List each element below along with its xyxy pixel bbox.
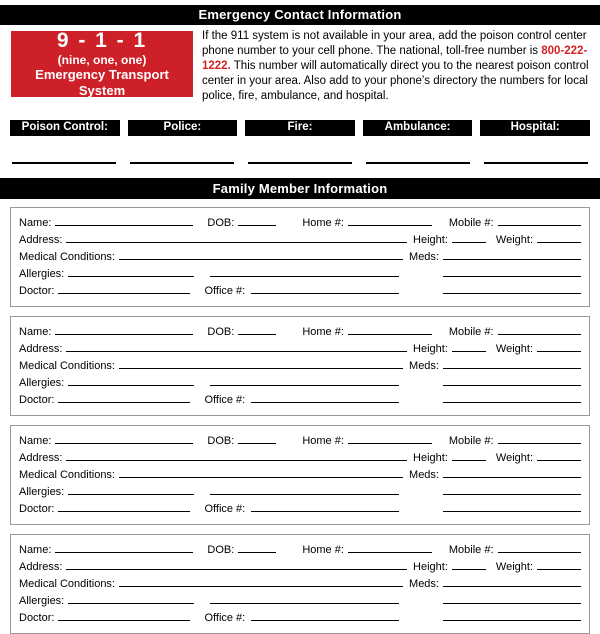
- weight-label: Weight:: [495, 234, 533, 246]
- allergies-continuation-line: [210, 591, 399, 604]
- doctor-blank-line: [58, 499, 190, 512]
- fire-label: Fire:: [245, 120, 355, 136]
- member-row-medical: [19, 356, 581, 373]
- family-member-block: [10, 425, 590, 525]
- fire-blank-line: [248, 162, 352, 164]
- home-phone-blank-line: [348, 322, 432, 335]
- name-blank-line: [55, 213, 193, 226]
- address-blank-line: [66, 448, 407, 461]
- emergency-contact-header: [0, 5, 600, 25]
- office-phone-blank-line: [251, 608, 399, 621]
- address-label: Address:: [19, 452, 63, 464]
- doctor-blank-line: [58, 608, 190, 621]
- member-row-address: [19, 339, 581, 356]
- doctor-label: Doctor:: [19, 285, 55, 297]
- dob-blank-line: [238, 322, 276, 335]
- intro-text-before: If the 911 system is not available in your area, add the poison control center phone number to your cell phone. The national, toll-free number is: [202, 30, 587, 57]
- police-label: Police:: [128, 120, 238, 136]
- mobile-phone-label: Mobile #:: [448, 544, 494, 556]
- member-row-doctor: [19, 281, 581, 298]
- home-phone-blank-line: [348, 213, 432, 226]
- family-members: [10, 207, 590, 634]
- medical-conditions-label: Medical Conditions:: [19, 360, 115, 372]
- medical-conditions-label: Medical Conditions:: [19, 469, 115, 481]
- name-blank-line: [55, 322, 193, 335]
- meds-label: Meds:: [409, 251, 439, 263]
- address-label: Address:: [19, 234, 63, 246]
- dob-label: DOB:: [207, 544, 235, 556]
- medical-conditions-blank-line: [119, 247, 403, 260]
- member-row-allergies: [19, 591, 581, 608]
- allergies-blank-line: [68, 373, 194, 386]
- allergies-label: Allergies:: [19, 486, 65, 498]
- medical-conditions-blank-line: [119, 356, 403, 369]
- weight-blank-line: [537, 557, 581, 570]
- allergies-blank-line: [68, 591, 194, 604]
- member-row-name: [19, 540, 581, 557]
- member-row-doctor: [19, 499, 581, 516]
- family-member-header-title: Family Member Information: [212, 181, 388, 196]
- member-row-name: [19, 431, 581, 448]
- emergency-contact-labels-row: [10, 120, 590, 136]
- member-row-allergies: [19, 373, 581, 390]
- member-row-doctor: [19, 608, 581, 625]
- home-phone-label: Home #:: [302, 217, 344, 229]
- emergency-contact-header-title: Emergency Contact Information: [198, 7, 402, 22]
- intro-paragraph: [202, 29, 590, 104]
- office-phone-blank-line: [251, 390, 399, 403]
- dob-label: DOB:: [207, 326, 235, 338]
- dob-blank-line: [238, 431, 276, 444]
- member-row-medical: [19, 465, 581, 482]
- allergies-continuation-line: [210, 482, 399, 495]
- height-blank-line: [452, 557, 486, 570]
- meds-continuation-line-1: [443, 373, 581, 386]
- home-phone-label: Home #:: [302, 326, 344, 338]
- hospital-blank-line: [484, 162, 588, 164]
- dob-blank-line: [238, 540, 276, 553]
- family-member-block: [10, 207, 590, 307]
- meds-continuation-line-1: [443, 264, 581, 277]
- home-phone-blank-line: [348, 540, 432, 553]
- allergies-blank-line: [68, 264, 194, 277]
- dob-label: DOB:: [207, 217, 235, 229]
- mobile-phone-blank-line: [498, 322, 581, 335]
- medical-conditions-blank-line: [119, 465, 403, 478]
- address-blank-line: [66, 557, 407, 570]
- member-row-medical: [19, 247, 581, 264]
- police-blank-line: [130, 162, 234, 164]
- medical-conditions-label: Medical Conditions:: [19, 251, 115, 263]
- home-phone-label: Home #:: [302, 544, 344, 556]
- allergies-label: Allergies:: [19, 268, 65, 280]
- allergies-label: Allergies:: [19, 377, 65, 389]
- poison-control-phone-number: 800-222-1222.: [202, 45, 588, 72]
- medical-conditions-blank-line: [119, 574, 403, 587]
- mobile-phone-blank-line: [498, 540, 581, 553]
- office-phone-label: Office #:: [204, 503, 246, 515]
- address-blank-line: [66, 230, 407, 243]
- meds-blank-line: [443, 465, 581, 478]
- nine-one-one-spelled: (nine, one, one): [57, 53, 147, 67]
- height-blank-line: [452, 448, 486, 461]
- weight-blank-line: [537, 339, 581, 352]
- meds-continuation-line-2: [443, 499, 581, 512]
- weight-blank-line: [537, 230, 581, 243]
- member-row-address: [19, 230, 581, 247]
- address-label: Address:: [19, 561, 63, 573]
- mobile-phone-label: Mobile #:: [448, 217, 494, 229]
- emergency-contact-blank-lines: [12, 162, 588, 164]
- member-row-name: [19, 213, 581, 230]
- member-row-name: [19, 322, 581, 339]
- member-row-allergies: [19, 482, 581, 499]
- meds-continuation-line-2: [443, 608, 581, 621]
- home-phone-label: Home #:: [302, 435, 344, 447]
- doctor-blank-line: [58, 281, 190, 294]
- doctor-label: Doctor:: [19, 394, 55, 406]
- weight-blank-line: [537, 448, 581, 461]
- doctor-blank-line: [58, 390, 190, 403]
- mobile-phone-blank-line: [498, 431, 581, 444]
- office-phone-label: Office #:: [204, 612, 246, 624]
- allergies-blank-line: [68, 482, 194, 495]
- height-blank-line: [452, 230, 486, 243]
- allergies-continuation-line: [210, 264, 399, 277]
- poison-control-blank-line: [12, 162, 116, 164]
- office-phone-label: Office #:: [204, 394, 246, 406]
- weight-label: Weight:: [495, 452, 533, 464]
- allergies-continuation-line: [210, 373, 399, 386]
- nine-one-one-box: [11, 31, 193, 97]
- name-label: Name:: [19, 326, 52, 338]
- address-blank-line: [66, 339, 407, 352]
- meds-continuation-line-2: [443, 390, 581, 403]
- poison-control-label: Poison Control:: [10, 120, 120, 136]
- dob-label: DOB:: [207, 435, 235, 447]
- ambulance-label: Ambulance:: [363, 120, 473, 136]
- doctor-label: Doctor:: [19, 503, 55, 515]
- office-phone-blank-line: [251, 281, 399, 294]
- meds-blank-line: [443, 574, 581, 587]
- meds-label: Meds:: [409, 360, 439, 372]
- weight-label: Weight:: [495, 561, 533, 573]
- member-row-address: [19, 557, 581, 574]
- meds-blank-line: [443, 356, 581, 369]
- family-member-block: [10, 316, 590, 416]
- member-row-doctor: [19, 390, 581, 407]
- weight-label: Weight:: [495, 343, 533, 355]
- office-phone-blank-line: [251, 499, 399, 512]
- name-blank-line: [55, 431, 193, 444]
- nine-one-one-number: 9 - 1 - 1: [56, 29, 148, 52]
- member-row-allergies: [19, 264, 581, 281]
- home-phone-blank-line: [348, 431, 432, 444]
- ambulance-blank-line: [366, 162, 470, 164]
- height-label: Height:: [413, 343, 448, 355]
- height-label: Height:: [413, 452, 448, 464]
- address-label: Address:: [19, 343, 63, 355]
- nine-one-one-caption: Emergency Transport System: [35, 67, 169, 98]
- doctor-label: Doctor:: [19, 612, 55, 624]
- intro-text-after: This number will automatically direct you to the nearest poison control center in your area. Also add to your phone’s directory the numbers for local police, fire, ambulance, and hospital.: [202, 60, 589, 102]
- height-label: Height:: [413, 561, 448, 573]
- mobile-phone-label: Mobile #:: [448, 435, 494, 447]
- name-blank-line: [55, 540, 193, 553]
- height-blank-line: [452, 339, 486, 352]
- height-label: Height:: [413, 234, 448, 246]
- member-row-medical: [19, 574, 581, 591]
- allergies-label: Allergies:: [19, 595, 65, 607]
- meds-label: Meds:: [409, 469, 439, 481]
- top-section: [11, 31, 590, 104]
- name-label: Name:: [19, 544, 52, 556]
- meds-continuation-line-2: [443, 281, 581, 294]
- mobile-phone-blank-line: [498, 213, 581, 226]
- name-label: Name:: [19, 435, 52, 447]
- mobile-phone-label: Mobile #:: [448, 326, 494, 338]
- meds-blank-line: [443, 247, 581, 260]
- office-phone-label: Office #:: [204, 285, 246, 297]
- hospital-label: Hospital:: [480, 120, 590, 136]
- family-member-header: [0, 178, 600, 199]
- family-member-block: [10, 534, 590, 634]
- name-label: Name:: [19, 217, 52, 229]
- meds-label: Meds:: [409, 578, 439, 590]
- member-row-address: [19, 448, 581, 465]
- meds-continuation-line-1: [443, 482, 581, 495]
- meds-continuation-line-1: [443, 591, 581, 604]
- medical-conditions-label: Medical Conditions:: [19, 578, 115, 590]
- dob-blank-line: [238, 213, 276, 226]
